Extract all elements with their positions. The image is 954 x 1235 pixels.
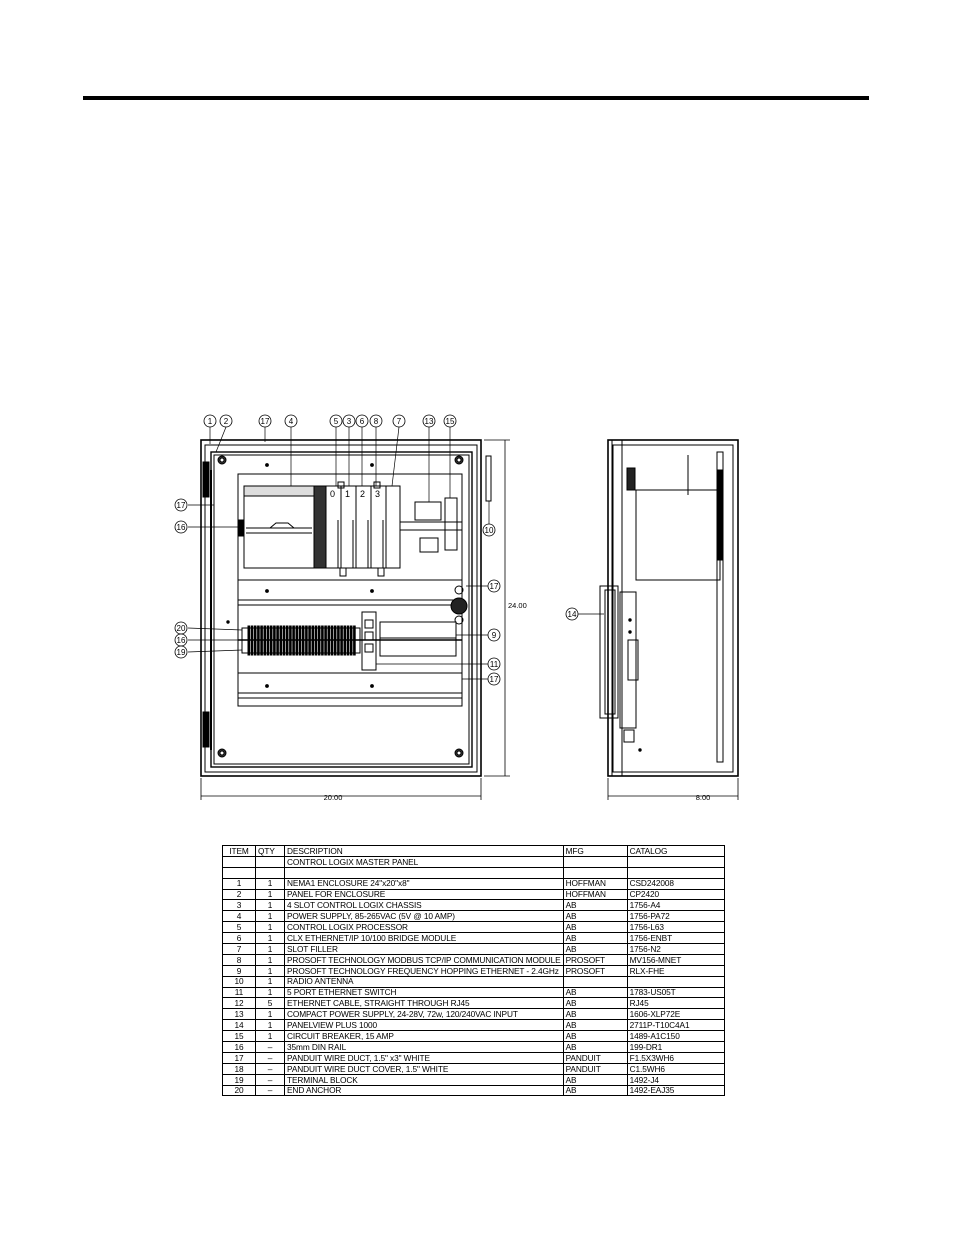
bom-cell-cat: 1492-J4	[627, 1074, 724, 1085]
table-row	[223, 1042, 725, 1053]
bom-cell-cat: 1783-US05T	[627, 987, 724, 998]
svg-text:7: 7	[396, 417, 402, 426]
table-row	[223, 965, 725, 976]
bom-cell-qty: 1	[256, 933, 285, 944]
svg-text:17: 17	[260, 417, 270, 426]
bom-cell-item: 2	[223, 889, 256, 900]
callout-16-left	[175, 521, 187, 533]
bom-cell-qty: 5	[256, 998, 285, 1009]
col-description: DESCRIPTION	[285, 846, 564, 857]
table-row	[223, 1020, 725, 1031]
callout-1	[204, 415, 216, 427]
callout-17-left	[175, 499, 187, 511]
table-row	[223, 954, 725, 965]
bom-cell-mfg: PROSOFT	[563, 965, 627, 976]
table-row	[223, 878, 725, 889]
bom-cell-qty: –	[256, 1063, 285, 1074]
bom-cell-qty: –	[256, 1042, 285, 1053]
callout-17-right	[488, 580, 500, 592]
table-row	[223, 944, 725, 955]
bom-cell-desc: CIRCUIT BREAKER, 15 AMP	[285, 1031, 564, 1042]
callout-5	[330, 415, 342, 427]
bom-cell-qty: 1	[256, 889, 285, 900]
table-row	[223, 900, 725, 911]
bom-cell-desc: RADIO ANTENNA	[285, 976, 564, 987]
bom-cell-desc: TERMINAL BLOCK	[285, 1074, 564, 1085]
callout-10	[483, 524, 495, 536]
bom-cell-desc: PANEL FOR ENCLOSURE	[285, 889, 564, 900]
svg-text:15: 15	[445, 417, 455, 426]
bom-cell-qty: –	[256, 1085, 285, 1096]
bom-cell-mfg: AB	[563, 1031, 627, 1042]
callout-7	[393, 415, 405, 427]
table-row	[223, 998, 725, 1009]
bom-cell-desc: PANELVIEW PLUS 1000	[285, 1020, 564, 1031]
svg-text:3: 3	[346, 417, 352, 426]
bom-subtitle-row	[223, 856, 725, 867]
table-row	[223, 1074, 725, 1085]
svg-text:20: 20	[176, 624, 186, 633]
bom-cell-qty: 1	[256, 1020, 285, 1031]
bom-cell-mfg: AB	[563, 1074, 627, 1085]
callout-17-bottom	[488, 673, 500, 685]
bom-cell-mfg: AB	[563, 998, 627, 1009]
bom-cell-mfg: AB	[563, 922, 627, 933]
bom-cell-item: 4	[223, 911, 256, 922]
bom-cell-item: 8	[223, 954, 256, 965]
dim-height: 24.00	[508, 601, 527, 610]
bom-spacer-row	[223, 867, 725, 878]
table-row	[223, 1063, 725, 1074]
callout-14	[566, 608, 578, 620]
bom-cell-cat: MV156-MNET	[627, 954, 724, 965]
bom-cell-desc: POWER SUPPLY, 85-265VAC (5V @ 10 AMP)	[285, 911, 564, 922]
bom-cell-mfg: AB	[563, 1085, 627, 1096]
bom-header-row	[223, 846, 725, 857]
bom-cell-cat: CSD242008	[627, 878, 724, 889]
svg-text:11: 11	[489, 660, 499, 669]
bom-cell-cat: 1756-PA72	[627, 911, 724, 922]
bom-cell-qty: 1	[256, 911, 285, 922]
bom-cell-cat: 199-DR1	[627, 1042, 724, 1053]
table-row	[223, 1085, 725, 1096]
side-view	[600, 440, 738, 776]
callout-11	[488, 658, 500, 670]
bom-cell-cat: 1606-XLP72E	[627, 1009, 724, 1020]
callout-19	[175, 646, 187, 658]
slot-numbers	[330, 489, 380, 499]
slot-2: 2	[360, 489, 366, 499]
bom-cell-mfg: AB	[563, 1009, 627, 1020]
bom-cell-item: 11	[223, 987, 256, 998]
bom-cell-mfg: PROSOFT	[563, 954, 627, 965]
table-row	[223, 1031, 725, 1042]
bom-cell-mfg: HOFFMAN	[563, 889, 627, 900]
bom-cell-cat: 1756-A4	[627, 900, 724, 911]
bom-cell-desc: PROSOFT TECHNOLOGY MODBUS TCP/IP COMMUNICATION MODULE	[285, 954, 564, 965]
bom-cell-cat: RJ45	[627, 998, 724, 1009]
bill-of-materials	[222, 845, 725, 1096]
bom-cell-item: 14	[223, 1020, 256, 1031]
svg-text:1: 1	[207, 417, 213, 426]
bom-cell-desc: PROSOFT TECHNOLOGY FREQUENCY HOPPING ETHERNET - 2.4GHz	[285, 965, 564, 976]
svg-text:16: 16	[176, 636, 186, 645]
svg-text:9: 9	[491, 631, 497, 640]
bom-cell-item: 1	[223, 878, 256, 889]
bom-cell-mfg: HOFFMAN	[563, 878, 627, 889]
table-row	[223, 1009, 725, 1020]
svg-text:19: 19	[176, 648, 186, 657]
bom-cell-mfg: PANDUIT	[563, 1063, 627, 1074]
bom-cell-item: 3	[223, 900, 256, 911]
svg-text:5: 5	[333, 417, 339, 426]
bom-cell-qty: 1	[256, 1031, 285, 1042]
col-item: ITEM	[223, 846, 256, 857]
bom-cell-cat: 1756-N2	[627, 944, 724, 955]
bom-cell-desc: CONTROL LOGIX PROCESSOR	[285, 922, 564, 933]
bom-cell-mfg: AB	[563, 987, 627, 998]
bom-cell-mfg: AB	[563, 1042, 627, 1053]
callout-6	[356, 415, 368, 427]
bom-cell-desc: NEMA1 ENCLOSURE 24"x20"x8"	[285, 878, 564, 889]
bom-cell-qty: 1	[256, 878, 285, 889]
slot-1: 1	[345, 489, 351, 499]
bom-cell-desc: PANDUIT WIRE DUCT COVER, 1.5" WHITE	[285, 1063, 564, 1074]
bom-cell-mfg: AB	[563, 911, 627, 922]
bom-cell-item: 19	[223, 1074, 256, 1085]
table-row	[223, 987, 725, 998]
bom-cell-item: 5	[223, 922, 256, 933]
callout-9	[488, 629, 500, 641]
bom-cell-desc: 4 SLOT CONTROL LOGIX CHASSIS	[285, 900, 564, 911]
table-row	[223, 911, 725, 922]
svg-text:17: 17	[176, 501, 186, 510]
bom-cell-item: 7	[223, 944, 256, 955]
bom-cell-mfg: AB	[563, 900, 627, 911]
bom-cell-cat: F1.5X3WH6	[627, 1052, 724, 1063]
bom-cell-cat: 1492-EAJ35	[627, 1085, 724, 1096]
callout-8	[370, 415, 382, 427]
svg-text:16: 16	[176, 523, 186, 532]
table-row	[223, 922, 725, 933]
bom-cell-desc: 35mm DIN RAIL	[285, 1042, 564, 1053]
svg-text:17: 17	[489, 675, 499, 684]
bom-cell-qty: 1	[256, 976, 285, 987]
bom-cell-qty: 1	[256, 922, 285, 933]
bom-cell-mfg	[563, 976, 627, 987]
callout-16-lower	[175, 634, 187, 646]
col-qty: QTY	[256, 846, 285, 857]
bom-cell-item: 13	[223, 1009, 256, 1020]
bom-cell-qty: 1	[256, 944, 285, 955]
bom-cell-item: 15	[223, 1031, 256, 1042]
callout-15	[444, 415, 456, 427]
slot-0: 0	[330, 489, 336, 499]
svg-text:13: 13	[424, 417, 434, 426]
bom-cell-cat	[627, 976, 724, 987]
bom-cell-cat: RLX-FHE	[627, 965, 724, 976]
bom-cell-cat: 1489-A1C150	[627, 1031, 724, 1042]
bom-cell-desc: SLOT FILLER	[285, 944, 564, 955]
bom-cell-item: 16	[223, 1042, 256, 1053]
bom-cell-item: 12	[223, 998, 256, 1009]
bom-cell-qty: –	[256, 1074, 285, 1085]
dim-width: 20.00	[323, 793, 343, 802]
svg-text:6: 6	[359, 417, 365, 426]
bom-cell-item: 9	[223, 965, 256, 976]
bom-cell-desc: PANDUIT WIRE DUCT, 1.5" x3" WHITE	[285, 1052, 564, 1063]
bom-cell-desc: END ANCHOR	[285, 1085, 564, 1096]
table-row	[223, 889, 725, 900]
callout-13	[423, 415, 435, 427]
bom-cell-qty: 1	[256, 900, 285, 911]
svg-text:17: 17	[489, 582, 499, 591]
bom-cell-qty: 1	[256, 965, 285, 976]
bom-cell-desc: CLX ETHERNET/IP 10/100 BRIDGE MODULE	[285, 933, 564, 944]
table-row	[223, 933, 725, 944]
callout-3	[343, 415, 355, 427]
bom-cell-desc: ETHERNET CABLE, STRAIGHT THROUGH RJ45	[285, 998, 564, 1009]
callout-20	[175, 622, 187, 634]
bom-cell-cat: 1756-ENBT	[627, 933, 724, 944]
svg-text:2: 2	[223, 417, 229, 426]
slot-3: 3	[375, 489, 381, 499]
bom-cell-item: 18	[223, 1063, 256, 1074]
bom-cell-qty: –	[256, 1052, 285, 1063]
col-mfg: MFG	[563, 846, 627, 857]
col-catalog: CATALOG	[627, 846, 724, 857]
bom-subtitle: CONTROL LOGIX MASTER PANEL	[285, 856, 564, 867]
bom-cell-mfg: PANDUIT	[563, 1052, 627, 1063]
bom-cell-cat: 2711P-T10C4A1	[627, 1020, 724, 1031]
svg-text:4: 4	[288, 417, 294, 426]
bom-cell-cat: 1756-L63	[627, 922, 724, 933]
svg-text:14: 14	[567, 610, 577, 619]
bom-cell-mfg: AB	[563, 933, 627, 944]
svg-text:10: 10	[484, 526, 494, 535]
bom-cell-qty: 1	[256, 1009, 285, 1020]
dim-depth: 8.00	[695, 793, 711, 802]
bom-cell-qty: 1	[256, 954, 285, 965]
table-row	[223, 1052, 725, 1063]
leader-lines	[188, 427, 604, 679]
bom-cell-mfg: AB	[563, 1020, 627, 1031]
bom-cell-mfg: AB	[563, 944, 627, 955]
table-row	[223, 976, 725, 987]
bom-cell-item: 6	[223, 933, 256, 944]
bom-cell-cat: C1.5WH6	[627, 1063, 724, 1074]
bom-cell-item: 20	[223, 1085, 256, 1096]
svg-text:8: 8	[373, 417, 379, 426]
bom-cell-item: 17	[223, 1052, 256, 1063]
bom-cell-cat: CP2420	[627, 889, 724, 900]
callout-4	[285, 415, 297, 427]
bom-cell-desc: 5 PORT ETHERNET SWITCH	[285, 987, 564, 998]
callout-2	[220, 415, 232, 427]
bom-cell-item: 10	[223, 976, 256, 987]
bom-cell-qty: 1	[256, 987, 285, 998]
bom-cell-desc: COMPACT POWER SUPPLY, 24-28V, 72w, 120/240VAC INPUT	[285, 1009, 564, 1020]
callout-17-top	[259, 415, 271, 427]
